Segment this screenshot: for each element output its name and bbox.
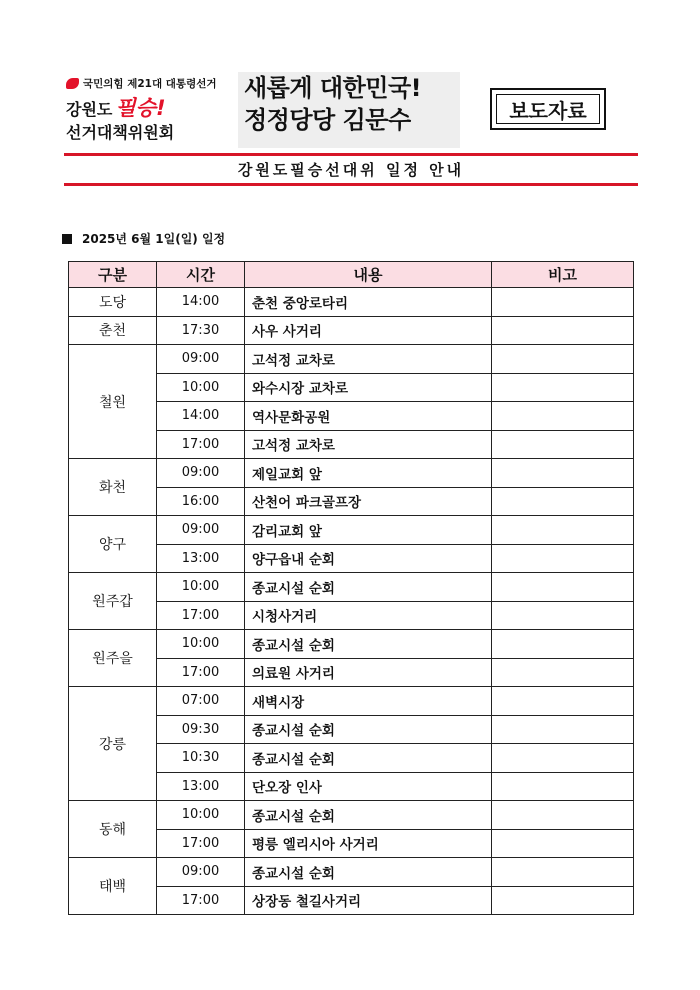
region-cell: 화천 (69, 459, 157, 516)
content-cell: 새벽시장 (245, 687, 492, 716)
time-cell: 13:00 (157, 772, 245, 801)
note-cell (492, 886, 634, 915)
title-divider-bottom (64, 183, 638, 186)
slogan-line-1: 새롭게 대한민국! (244, 74, 422, 102)
content-cell: 제일교회 앞 (245, 459, 492, 488)
title-divider-top (64, 153, 638, 156)
document-header (0, 0, 700, 200)
time-cell: 10:00 (157, 573, 245, 602)
time-cell: 10:00 (157, 801, 245, 830)
time-cell: 10:00 (157, 373, 245, 402)
time-cell: 14:00 (157, 402, 245, 431)
note-cell (492, 430, 634, 459)
time-cell: 17:00 (157, 829, 245, 858)
content-cell: 감리교회 앞 (245, 516, 492, 545)
time-cell: 09:00 (157, 345, 245, 374)
note-cell (492, 858, 634, 887)
time-cell: 17:00 (157, 430, 245, 459)
content-cell: 종교시설 순회 (245, 630, 492, 659)
time-cell: 13:00 (157, 544, 245, 573)
note-cell (492, 288, 634, 317)
content-cell: 역사문화공원 (245, 402, 492, 431)
time-cell: 09:00 (157, 516, 245, 545)
content-cell: 종교시설 순회 (245, 715, 492, 744)
table-row (69, 345, 634, 374)
region-cell: 철원 (69, 345, 157, 459)
campaign-slogan (238, 72, 460, 148)
content-cell: 산천어 파크골프장 (245, 487, 492, 516)
table-row (69, 687, 634, 716)
content-cell: 고석정 교차로 (245, 430, 492, 459)
note-cell (492, 630, 634, 659)
time-cell: 17:30 (157, 316, 245, 345)
time-cell: 10:00 (157, 630, 245, 659)
content-cell: 종교시설 순회 (245, 573, 492, 602)
note-cell (492, 658, 634, 687)
table-row (69, 288, 634, 317)
region-cell: 원주갑 (69, 573, 157, 630)
note-cell (492, 801, 634, 830)
content-cell: 의료원 사거리 (245, 658, 492, 687)
note-cell (492, 373, 634, 402)
party-line: 국민의힘 제21대 대통령선거 (83, 78, 217, 90)
region-cell: 동해 (69, 801, 157, 858)
table-row (69, 573, 634, 602)
press-release-label: 보도자료 (509, 98, 587, 123)
table-row (69, 516, 634, 545)
note-cell (492, 573, 634, 602)
time-cell: 10:30 (157, 744, 245, 773)
header-time: 시간 (157, 262, 245, 288)
note-cell (492, 459, 634, 488)
table-row (69, 630, 634, 659)
header-category: 구분 (69, 262, 157, 288)
table-row (69, 459, 634, 488)
schedule-table (68, 261, 634, 915)
schedule-date-text: 2025년 6월 1일(일) 일정 (82, 232, 226, 246)
page-title: 강원도필승선대위 일정 안내 (237, 161, 465, 179)
note-cell (492, 772, 634, 801)
logo-slogan-word: 필승! (115, 96, 166, 120)
region-cell: 도당 (69, 288, 157, 317)
table-row (69, 858, 634, 887)
content-cell: 평릉 엘리시아 사거리 (245, 829, 492, 858)
table-row (69, 801, 634, 830)
content-cell: 사우 사거리 (245, 316, 492, 345)
note-cell (492, 687, 634, 716)
content-cell: 상장동 철길사거리 (245, 886, 492, 915)
content-cell: 시청사거리 (245, 601, 492, 630)
region-cell: 양구 (69, 516, 157, 573)
party-logo-icon (66, 78, 79, 89)
note-cell (492, 345, 634, 374)
note-cell (492, 516, 634, 545)
content-cell: 단오장 인사 (245, 772, 492, 801)
time-cell: 16:00 (157, 487, 245, 516)
note-cell (492, 829, 634, 858)
content-cell: 와수시장 교차로 (245, 373, 492, 402)
content-cell: 종교시설 순회 (245, 858, 492, 887)
time-cell: 07:00 (157, 687, 245, 716)
note-cell (492, 487, 634, 516)
schedule-date (62, 230, 225, 247)
region-cell: 태백 (69, 858, 157, 915)
content-cell: 고석정 교차로 (245, 345, 492, 374)
time-cell: 17:00 (157, 886, 245, 915)
content-cell: 종교시설 순회 (245, 801, 492, 830)
content-cell: 종교시설 순회 (245, 744, 492, 773)
time-cell: 17:00 (157, 658, 245, 687)
party-logo (66, 76, 241, 146)
note-cell (492, 601, 634, 630)
note-cell (492, 544, 634, 573)
time-cell: 14:00 (157, 288, 245, 317)
square-bullet-icon (62, 234, 72, 244)
region-cell: 원주을 (69, 630, 157, 687)
time-cell: 09:00 (157, 459, 245, 488)
header-content: 내용 (245, 262, 492, 288)
table-row (69, 316, 634, 345)
logo-region: 강원도 (66, 100, 113, 119)
region-cell: 강릉 (69, 687, 157, 801)
slogan-line-2: 정정당당 김문수 (244, 106, 411, 134)
note-cell (492, 316, 634, 345)
note-cell (492, 715, 634, 744)
content-cell: 양구읍내 순회 (245, 544, 492, 573)
time-cell: 09:30 (157, 715, 245, 744)
note-cell (492, 402, 634, 431)
time-cell: 09:00 (157, 858, 245, 887)
press-release-badge (490, 88, 606, 130)
time-cell: 17:00 (157, 601, 245, 630)
table-header-row (69, 262, 634, 288)
header-note: 비고 (492, 262, 634, 288)
region-cell: 춘천 (69, 316, 157, 345)
logo-committee: 선거대책위원회 (66, 123, 175, 142)
content-cell: 춘천 중앙로타리 (245, 288, 492, 317)
note-cell (492, 744, 634, 773)
